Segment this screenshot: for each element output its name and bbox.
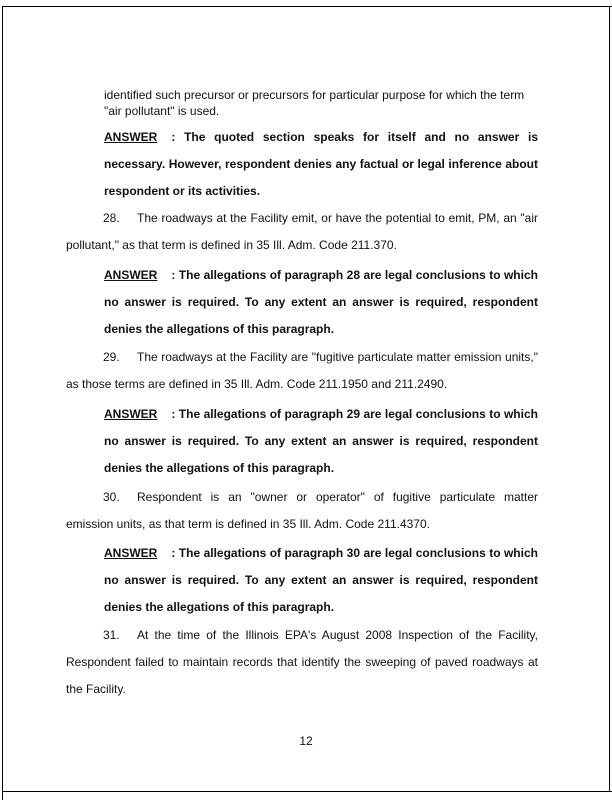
paragraph-text: At the time of the Illinois EPA's August 2008 Inspection of the Facility, Respondent failed to maintain records that identify the sweeping of paved roadways at the Facility. (66, 628, 538, 696)
answer-label: ANSWER (104, 268, 158, 282)
answer-label: ANSWER (104, 407, 158, 421)
answer-colon: : (171, 546, 179, 560)
answer-text: The allegations of paragraph 28 are legal conclusions to which no answer is required. To any extent an answer is required, respondent denies the allegations of this paragraph. (104, 268, 538, 336)
answer-colon: : (171, 130, 185, 144)
paragraph-30 (66, 484, 538, 538)
answer-label: ANSWER (104, 546, 158, 560)
answer-colon: : (171, 268, 179, 282)
paragraph-number: 31. (103, 628, 120, 642)
paragraph-31 (66, 622, 538, 703)
answer-text: The allegations of paragraph 29 are legal conclusions to which no answer is required. To any extent an answer is required, respondent denies the allegations of this paragraph. (104, 407, 538, 475)
continuation-text: identified such precursor or precursors for particular purpose for which the term "air pollutant" is used. (104, 88, 525, 118)
answer-text: The allegations of paragraph 30 are legal conclusions to which no answer is required. To any extent an answer is required, respondent denies the allegations of this paragraph. (104, 546, 538, 614)
page-number: 12 (299, 734, 313, 748)
answer-label: ANSWER (104, 130, 158, 144)
paragraph-text: Respondent is an "owner or operator" of fugitive particulate matter emission units, as that term is defined in 35 Ill. Adm. Code 211.4370. (66, 490, 538, 531)
paragraph-number: 29. (103, 350, 120, 364)
paragraph-text: The roadways at the Facility emit, or have the potential to emit, PM, an "air pollutant," as that term is defined in 35 Ill. Adm. Code 211.370. (66, 211, 538, 252)
answer-block-28 (104, 262, 538, 343)
paragraph-number: 28. (103, 211, 120, 225)
answer-colon: : (171, 407, 179, 421)
answer-block-1 (104, 124, 538, 205)
paragraph-number: 30. (103, 490, 120, 504)
answer-text: The quoted section speaks for itself and no answer is necessary. However, respondent denies any factual or legal inference about respondent or its activities. (104, 130, 538, 198)
answer-block-29 (104, 401, 538, 482)
paragraph-28 (66, 205, 538, 259)
paragraph-text: The roadways at the Facility are "fugitive particulate matter emission units," as those terms are defined in 35 Ill. Adm. Code 211.1950 and 211.2490. (66, 350, 538, 391)
paragraph-29 (66, 344, 538, 398)
answer-block-30 (104, 540, 538, 621)
